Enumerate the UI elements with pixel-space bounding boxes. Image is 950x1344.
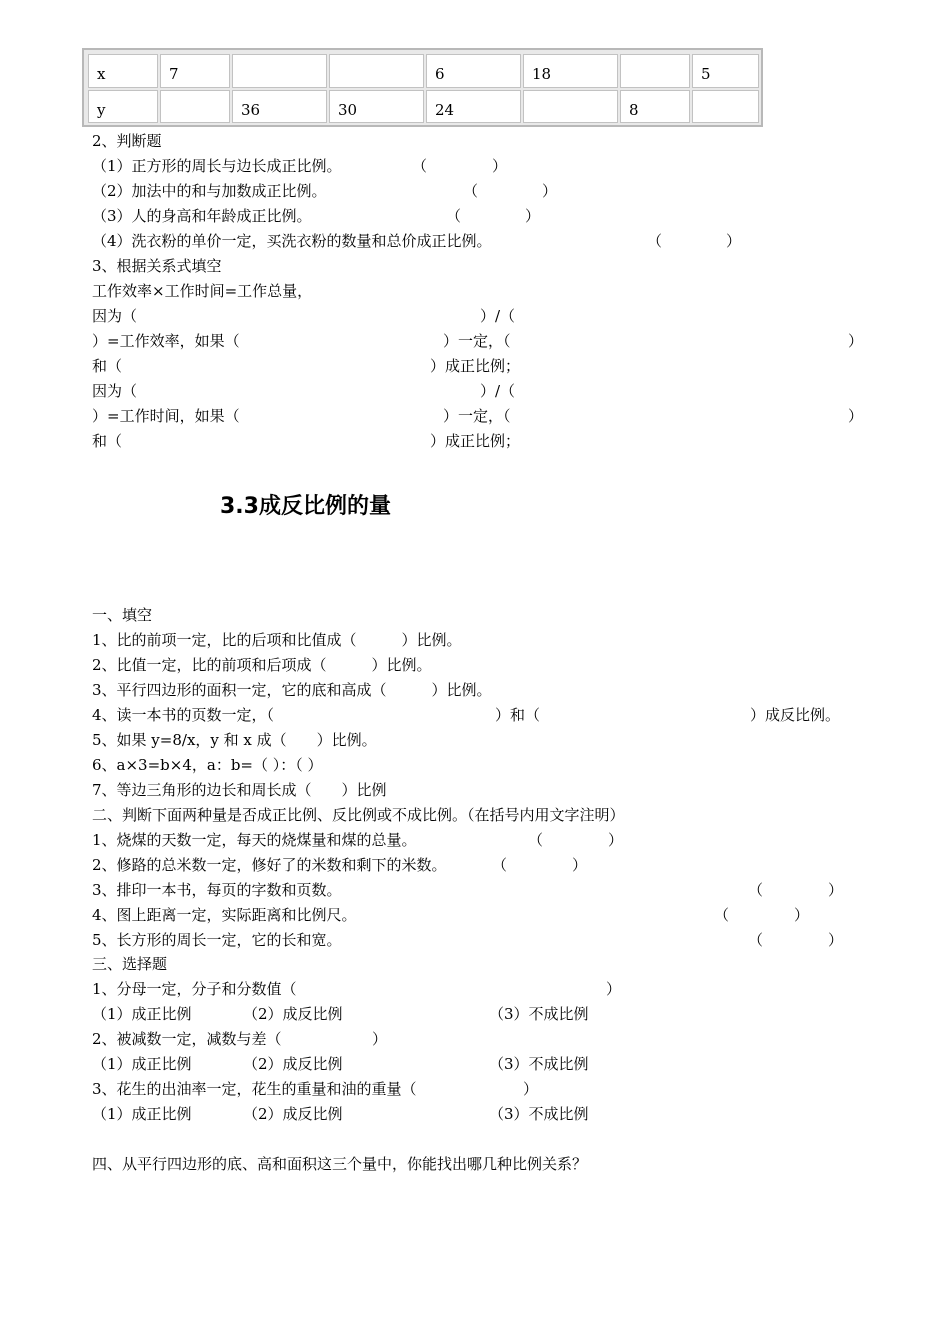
- answer-close-paren: ）: [525, 207, 541, 225]
- fill-zheng: ）成正比例；: [430, 432, 521, 450]
- fill-he: 和（: [92, 357, 123, 375]
- fill-yiding: ）一定，（: [443, 407, 511, 425]
- fill-close: ）: [848, 332, 864, 350]
- answer-open-paren: （: [528, 831, 544, 849]
- fill-slash: ）/（: [480, 307, 516, 325]
- part1-q1: 1、比的前项一定，比的后项和比值成（ ）比例。: [92, 631, 462, 649]
- option-3: （3）不成比例: [489, 1105, 589, 1123]
- fill-yiding: ）一定，（: [443, 332, 511, 350]
- judge-q2: （2）加法中的和与加数成正比例。: [92, 182, 327, 200]
- fill-title: 3、根据关系式填空: [92, 257, 222, 275]
- answer-close-paren: ）: [794, 906, 810, 924]
- table-cell: [232, 54, 327, 88]
- fill-because: 因为（: [92, 307, 138, 325]
- table-cell: [692, 90, 759, 123]
- part3-q2: 2、被减数一定，减数与差（: [92, 1030, 282, 1048]
- fill-because: 因为（: [92, 382, 138, 400]
- answer-close-paren: ）: [608, 831, 624, 849]
- table-cell: [160, 90, 230, 123]
- answer-open-paren: （: [748, 881, 764, 899]
- option-2: （2）成反比例: [243, 1105, 343, 1123]
- table-cell: y: [88, 90, 158, 123]
- part2-q2: 2、修路的总米数一定，修好了的米数和剩下的米数。: [92, 856, 447, 874]
- table-cell: 18: [523, 54, 618, 88]
- fill-he: 和（: [92, 432, 123, 450]
- answer-open-paren: （: [446, 207, 462, 225]
- table-cell: [523, 90, 618, 123]
- fill-zheng: ）成正比例；: [430, 357, 521, 375]
- part2-q5: 5、长方形的周长一定，它的长和宽。: [92, 931, 342, 949]
- option-2: （2）成反比例: [243, 1055, 343, 1073]
- answer-open-paren: （: [714, 906, 730, 924]
- part1-q2: 2、比值一定，比的前项和后项成（ ）比例。: [92, 656, 432, 674]
- part3-q1: 1、分母一定，分子和分数值（: [92, 980, 297, 998]
- fill-close: ）: [848, 407, 864, 425]
- fill-time-line: ）=工作时间，如果（: [92, 407, 240, 425]
- value-table: [82, 48, 763, 127]
- part1-q4b: ）和（: [495, 706, 541, 724]
- answer-open-paren: （: [748, 931, 764, 949]
- answer-close-paren: ）: [542, 182, 558, 200]
- part1-title: 一、填空: [92, 606, 153, 624]
- part1-q4a: 4、读一本书的页数一定，（: [92, 706, 275, 724]
- judge-q4: （4）洗衣粉的单价一定，买洗衣粉的数量和总价成正比例。: [92, 232, 492, 250]
- answer-open-paren: （: [463, 182, 479, 200]
- part2-q1: 1、烧煤的天数一定，每天的烧煤量和煤的总量。: [92, 831, 417, 849]
- option-1: （1）成正比例: [92, 1105, 192, 1123]
- answer-close-paren: ）: [828, 881, 844, 899]
- answer-close-paren: ）: [372, 1030, 388, 1048]
- table-cell: [620, 54, 690, 88]
- option-3: （3）不成比例: [489, 1005, 589, 1023]
- part2-q3: 3、排印一本书，每页的字数和页数。: [92, 881, 342, 899]
- part3-title: 三、选择题: [92, 955, 168, 973]
- answer-close-paren: ）: [492, 157, 508, 175]
- answer-open-paren: （: [492, 856, 508, 874]
- answer-close-paren: ）: [726, 232, 742, 250]
- answer-close-paren: ）: [572, 856, 588, 874]
- table-cell: 36: [232, 90, 327, 123]
- answer-open-paren: （: [412, 157, 428, 175]
- part4-title: 四、从平行四边形的底、高和面积这三个量中，你能找出哪几种比例关系？: [92, 1155, 588, 1173]
- judge-title: 2、判断题: [92, 132, 162, 150]
- table-cell: x: [88, 54, 158, 88]
- option-3: （3）不成比例: [489, 1055, 589, 1073]
- part1-q7: 7、等边三角形的边长和周长成（ ）比例: [92, 781, 387, 799]
- answer-close-paren: ）: [523, 1080, 539, 1098]
- part1-q3: 3、平行四边形的面积一定，它的底和高成（ ）比例。: [92, 681, 492, 699]
- fill-formula: 工作效率×工作时间=工作总量，: [92, 282, 313, 300]
- answer-open-paren: （: [647, 232, 663, 250]
- table-cell: 7: [160, 54, 230, 88]
- part1-q5: 5、如果 y=8/x，y 和 x 成（ ）比例。: [92, 731, 377, 749]
- part3-q3: 3、花生的出油率一定，花生的重量和油的重量（: [92, 1080, 417, 1098]
- table-cell: 24: [426, 90, 521, 123]
- table-cell: 5: [692, 54, 759, 88]
- judge-q3: （3）人的身高和年龄成正比例。: [92, 207, 312, 225]
- table-cell: 6: [426, 54, 521, 88]
- judge-q1: （1）正方形的周长与边长成正比例。: [92, 157, 342, 175]
- table-cell: [329, 54, 424, 88]
- part2-q4: 4、图上距离一定，实际距离和比例尺。: [92, 906, 357, 924]
- part1-q6: 6、a×3=b×4，a：b=（ ）：（ ）: [92, 756, 323, 774]
- fill-slash: ）/（: [480, 382, 516, 400]
- part2-title: 二、判断下面两种量是否成正比例、反比例或不成比例。（在括号内用文字注明）: [92, 806, 625, 824]
- table-cell: 30: [329, 90, 424, 123]
- option-1: （1）成正比例: [92, 1005, 192, 1023]
- fill-efficiency-line: ）=工作效率，如果（: [92, 332, 240, 350]
- answer-close-paren: ）: [828, 931, 844, 949]
- answer-close-paren: ）: [606, 980, 622, 998]
- section-title: 3.3成反比例的量: [220, 494, 391, 519]
- part1-q4c: ）成反比例。: [750, 706, 841, 724]
- option-1: （1）成正比例: [92, 1055, 192, 1073]
- table-cell: 8: [620, 90, 690, 123]
- option-2: （2）成反比例: [243, 1005, 343, 1023]
